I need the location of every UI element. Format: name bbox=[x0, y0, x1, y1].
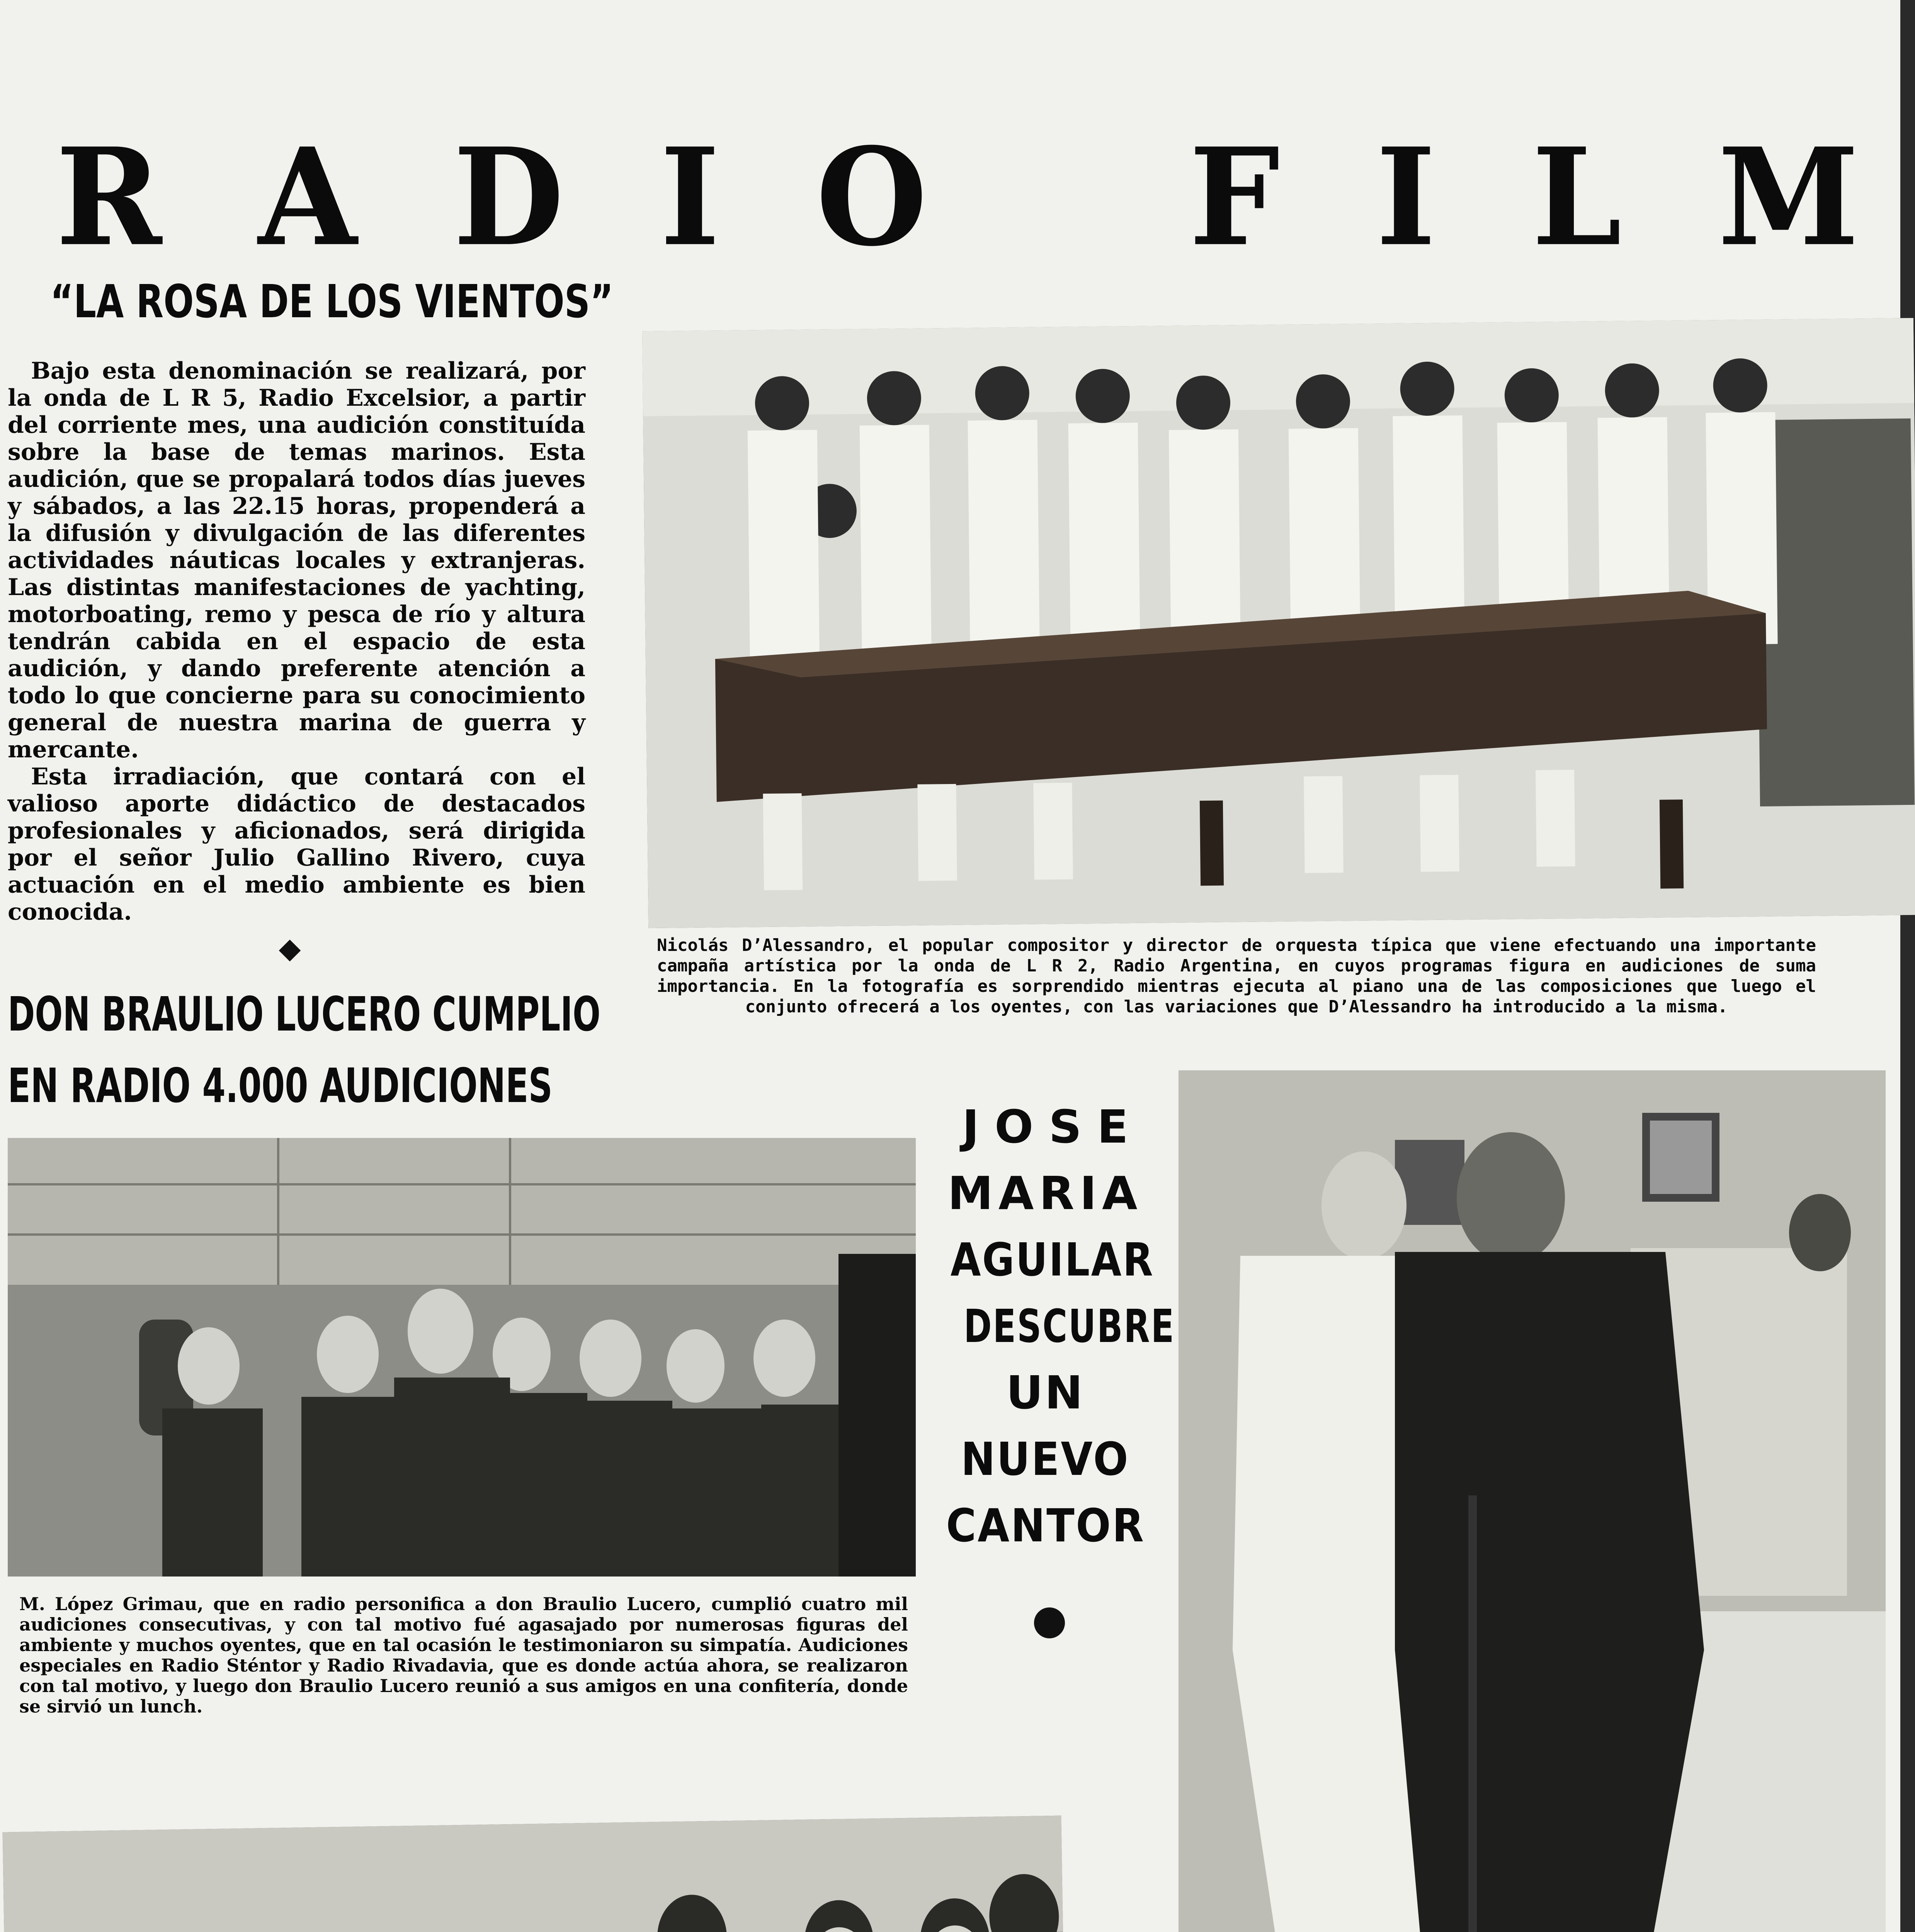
headline-word: NUEVO bbox=[961, 1432, 1130, 1486]
headline-word: CANTOR bbox=[946, 1499, 1145, 1552]
lucero-title-line2: EN RADIO 4.000 AUDICIONES bbox=[8, 1058, 553, 1113]
headline-word: UN bbox=[1006, 1366, 1085, 1419]
rosa-article bbox=[8, 357, 585, 925]
headline-word: JOSE bbox=[962, 1100, 1144, 1153]
cinepress-group-photo bbox=[3, 1816, 1072, 1932]
headline-word: MARIA bbox=[947, 1167, 1143, 1220]
masthead-letter: I bbox=[660, 118, 720, 276]
headline-word: DESCUBRE bbox=[964, 1299, 1175, 1353]
masthead-letter: R bbox=[56, 118, 162, 276]
masthead bbox=[0, 118, 1915, 276]
masthead-letter: I bbox=[1376, 118, 1436, 276]
masthead-letter: O bbox=[816, 118, 927, 276]
orchestra-piano-photo bbox=[642, 318, 1915, 928]
orchestra-caption: Nicolás D’Alessandro, el popular compositor y director de orquesta típica que viene efectuando una importante campaña artística por la onda de L R 2, Radio Argentina, en cuyos programas figura en audiciones de suma importancia. En la fotografía es sorprendido mientras ejecuta al piano una de las composiciones que luego el conjunto ofrecerá a los oyentes, con las variaciones que D’Alessandro ha introducido a la misma. bbox=[657, 935, 1816, 1017]
rosa-paragraph: Bajo esta denominación se realizará, por la onda de L R 5, Radio Excelsior, a partir del corriente mes, una audición constituída sobre la base de temas marinos. Esta audición, que se propalará todos días jueves y sábados, a las 22.15 horas, propenderá a la difusión y divulgación de las diferentes actividades náuticas locales y extranjeras. Las distintas manifestaciones de yachting, motorboating, remo y pesca de río y altura tendrán cabida en el espacio de esta audición, y dando preferente atención a todo lo que concierne para su conocimiento general de nuestra marina de guerra y mercante. bbox=[8, 357, 585, 763]
lucero-title-line1: DON BRAULIO LUCERO CUMPLIO bbox=[8, 987, 601, 1042]
bullet-dot bbox=[1034, 1607, 1065, 1638]
headline-word: AGUILAR bbox=[950, 1233, 1155, 1286]
masthead-letter: F bbox=[1189, 118, 1280, 276]
lucero-caption: M. López Grimau, que en radio personifica a don Braulio Lucero, cumplió cuatro mil audiciones consecutivas, y con tal motivo fué agasajado por numerosas figuras del ambiente y muchos oyentes, que en tal ocasión le testimoniaron su simpatía. Audiciones especiales en Radio Sténtor y Radio Rivadavia, que es donde actúa ahora, se realizaron con tal motivo, y luego don Braulio Lucero reunió a sus amigos en una confitería, donde se sirvió un lunch. bbox=[19, 1594, 908, 1717]
masthead-letter: M bbox=[1718, 118, 1859, 276]
diamond-ornament bbox=[279, 940, 301, 962]
rosa-paragraph: Esta irradiación, que contará con el valioso aporte didáctico de destacados profesionales y aficionados, será dirigida por el señor Julio Gallino Rivero, cuya actuación en el medio ambiente es bien conocida. bbox=[8, 763, 585, 925]
masthead-letter: D bbox=[453, 118, 564, 276]
aguilar-headline bbox=[935, 1094, 1175, 1559]
scan-edge bbox=[1900, 0, 1915, 1932]
aguilar-photo bbox=[1179, 1070, 1886, 1932]
masthead-letter: L bbox=[1532, 118, 1622, 276]
rosa-title: “LA ROSA DE LOS VIENTOS” bbox=[50, 275, 614, 328]
lucero-crowd-photo bbox=[8, 1138, 916, 1577]
masthead-letter: A bbox=[258, 118, 357, 276]
